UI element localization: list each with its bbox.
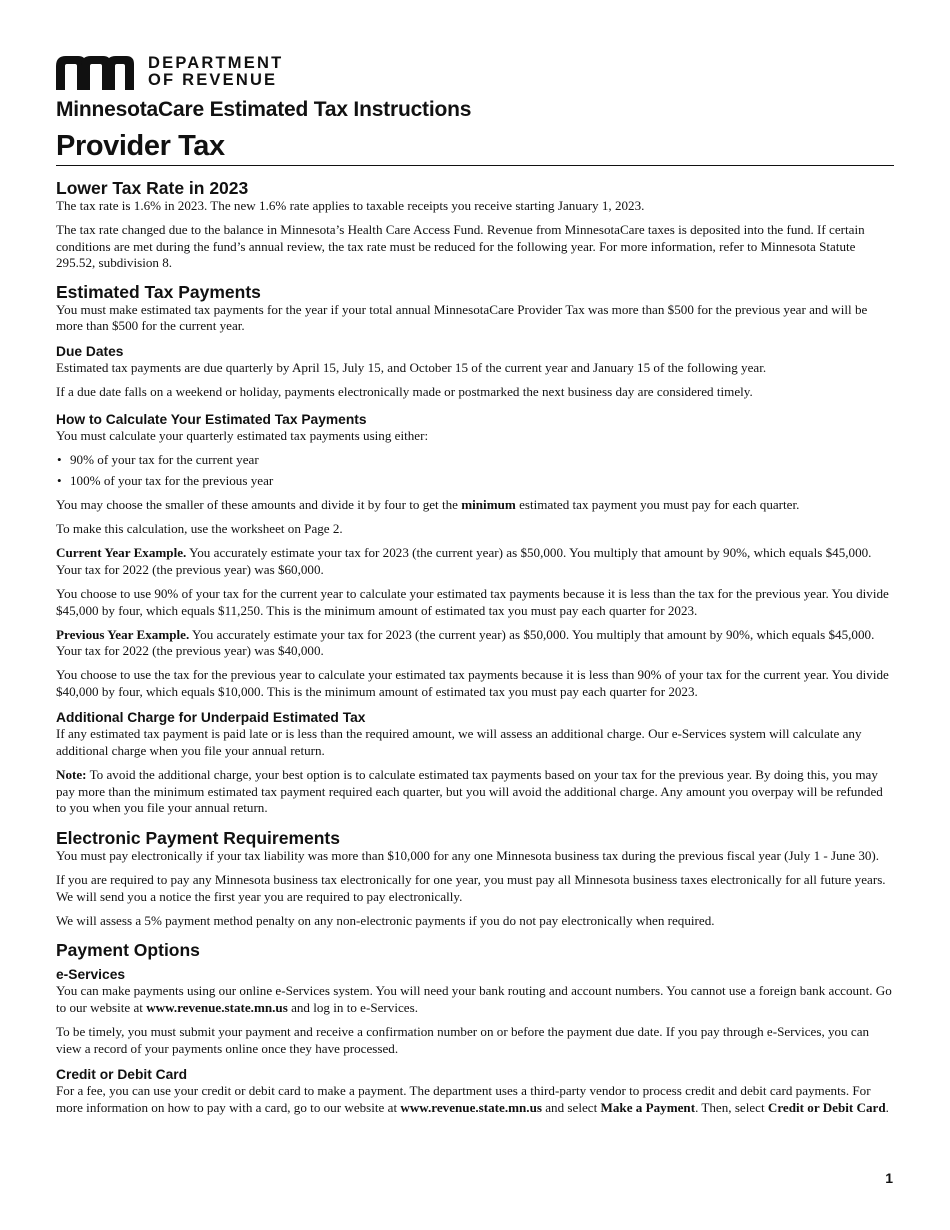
mn-logo-icon xyxy=(56,54,136,90)
department-logo xyxy=(56,52,894,92)
electronic-payment-section xyxy=(56,828,894,929)
website-link[interactable]: www.revenue.state.mn.us xyxy=(146,999,288,1015)
previous-year-choose: You choose to use the tax for the previous year to calculate your estimated tax payments because it is less than 90% of your tax for the current year. You divide $40,000 by four, which equals $10,000. This is the minimum amount of estimated tax you must pay each quarter for 2023. xyxy=(56,667,889,699)
website-link[interactable]: www.revenue.state.mn.us xyxy=(400,1099,542,1115)
cc-end: . xyxy=(885,1099,889,1115)
previous-year-text: You accurately estimate your tax for 2023 (the current year) as $50,000. You multiply that amount by 90%, which equals $45,000. Your tax for 2022 (the previous year) was $40,000. xyxy=(56,626,875,659)
electronic-p1: You must pay electronically if your tax liability was more than $10,000 for any one Minnesota business tax during the previous fiscal year (July 1 - June 30). xyxy=(56,847,880,863)
document-subtitle: Provider Tax xyxy=(56,128,894,166)
list-item: • 90% of your tax for the current year xyxy=(56,452,894,469)
credit-card-paragraph xyxy=(56,1083,894,1116)
calc-heading: How to Calculate Your Estimated Tax Payments xyxy=(56,411,367,427)
calc-options-list xyxy=(56,452,894,490)
estimated-p1: You must make estimated tax payments for the year if your total annual MinnesotaCare Provider Tax was more than $500 for the previous year and will be more than $500 for the current year. xyxy=(56,301,868,334)
credit-card-heading: Credit or Debit Card xyxy=(56,1067,188,1083)
choose-after: estimated tax payment you must pay for each quarter. xyxy=(515,497,800,513)
payment-options-heading: Payment Options xyxy=(56,940,200,961)
eservices-p1-after: and log in to e-Services. xyxy=(287,999,418,1015)
credit-debit-label: Credit or Debit Card xyxy=(767,1099,886,1115)
lower-rate-section xyxy=(56,178,894,272)
page-number: 1 xyxy=(885,1170,893,1186)
payment-options-section xyxy=(56,940,894,1116)
current-year-choose: You choose to use 90% of your tax for the current year to calculate your estimated tax payments because it is less than the tax for the previous year. You divide $45,000 by four, which equals $11,250. This is the minimum amount of estimated tax you must pay each quarter for 2023. xyxy=(56,585,889,618)
previous-year-example xyxy=(56,627,894,660)
cc-mid: and select xyxy=(541,1099,601,1115)
choose-before: You may choose the smaller of these amounts and divide it by four to get the xyxy=(56,497,462,513)
current-year-text: You accurately estimate your tax for 2023 (the current year) as $50,000. You multiply that amount by 90%, which equals $45,000. Your tax for 2022 (the previous year) was $60,000. xyxy=(56,545,872,577)
lower-rate-p2: The tax rate changed due to the balance in Minnesota’s Health Care Access Fund. Revenue from MinnesotaCare taxes is deposited into the fund. If certain conditions are met during the fund’s annual review, the tax rate must be reduced for the following year. For more information, refer to Minnesota Statute 295.52, subdivision 8. xyxy=(56,222,865,271)
due-dates-heading: Due Dates xyxy=(56,344,124,360)
due-dates-p2: If a due date falls on a weekend or holiday, payments electronically made or postmarked the next business day are considered timely. xyxy=(56,384,753,400)
electronic-heading: Electronic Payment Requirements xyxy=(56,827,340,848)
document-page xyxy=(56,52,894,1116)
logo-line-2: OF REVENUE xyxy=(148,71,278,89)
lower-rate-heading: Lower Tax Rate in 2023 xyxy=(56,178,249,198)
current-year-example xyxy=(56,545,894,578)
estimated-heading: Estimated Tax Payments xyxy=(56,281,261,302)
previous-year-label: Previous Year Example. xyxy=(56,626,190,642)
additional-charge-p1: If any estimated tax payment is paid late or is less than the required amount, we will assess an additional charge. Our e-Services system will calculate any additional charge when you file your annual return. xyxy=(56,726,862,759)
electronic-p2: If you are required to pay any Minnesota business tax electronically for one year, you must pay all Minnesota business taxes electronically for all future years. We will send you a notice the first year you are required to pay electronically. xyxy=(56,872,886,904)
eservices-p2: To be timely, you must submit your payment and receive a confirmation number on or before the payment due date. If you pay through e-Services, you can view a record of your payments online once they have processed. xyxy=(56,1024,870,1056)
worksheet-paragraph: To make this calculation, use the worksheet on Page 2. xyxy=(56,521,343,537)
make-payment-label: Make a Payment xyxy=(600,1099,696,1115)
eservices-p1-before: You can make payments using our online e-Services system. You will need your bank routing and account numbers. You cannot use a foreign bank account. Go to our website at xyxy=(56,983,892,1015)
eservices-heading: e-Services xyxy=(56,967,126,983)
eservices-p1 xyxy=(56,983,894,1016)
cc-before: For a fee, you can use your credit or debit card to make a payment. The department uses a third-party vendor to process credit and debit card payments. For more information on how to pay with a card, go to our website at xyxy=(56,1083,871,1115)
logo-text xyxy=(148,55,283,89)
note-text: To avoid the additional charge, your best option is to calculate estimated tax payments based on your tax for the previous year. By doing this, you may pay more than the minimum estimated tax payment required each quarter, but you will avoid the additional charge. Any amount you overpay will be refunded to you when you file your annual return. xyxy=(56,767,883,816)
choose-bold: minimum xyxy=(461,497,516,513)
due-dates-p1: Estimated tax payments are due quarterly by April 15, July 15, and October 15 of the current year and January 15 of the following year. xyxy=(56,360,767,376)
note-paragraph xyxy=(56,767,894,817)
additional-charge-heading: Additional Charge for Underpaid Estimated Tax xyxy=(56,710,366,726)
estimated-payments-section xyxy=(56,282,894,817)
lower-rate-p1: The tax rate is 1.6% in 2023. The new 1.6% rate applies to taxable receipts you receive starting January 1, 2023. xyxy=(56,198,645,213)
logo-line-1: DEPARTMENT xyxy=(148,54,284,72)
calc-intro: You must calculate your quarterly estimated tax payments using either: xyxy=(56,427,429,443)
document-title: MinnesotaCare Estimated Tax Instructions xyxy=(56,98,472,121)
current-year-label: Current Year Example. xyxy=(56,545,187,561)
choose-paragraph xyxy=(56,497,894,514)
electronic-p3: We will assess a 5% payment method penalty on any non-electronic payments if you do not pay electronically when required. xyxy=(56,912,715,928)
cc-then: . Then, select xyxy=(695,1099,768,1115)
note-label: Note: xyxy=(56,767,87,783)
list-item: • 100% of your tax for the previous year xyxy=(56,473,894,490)
